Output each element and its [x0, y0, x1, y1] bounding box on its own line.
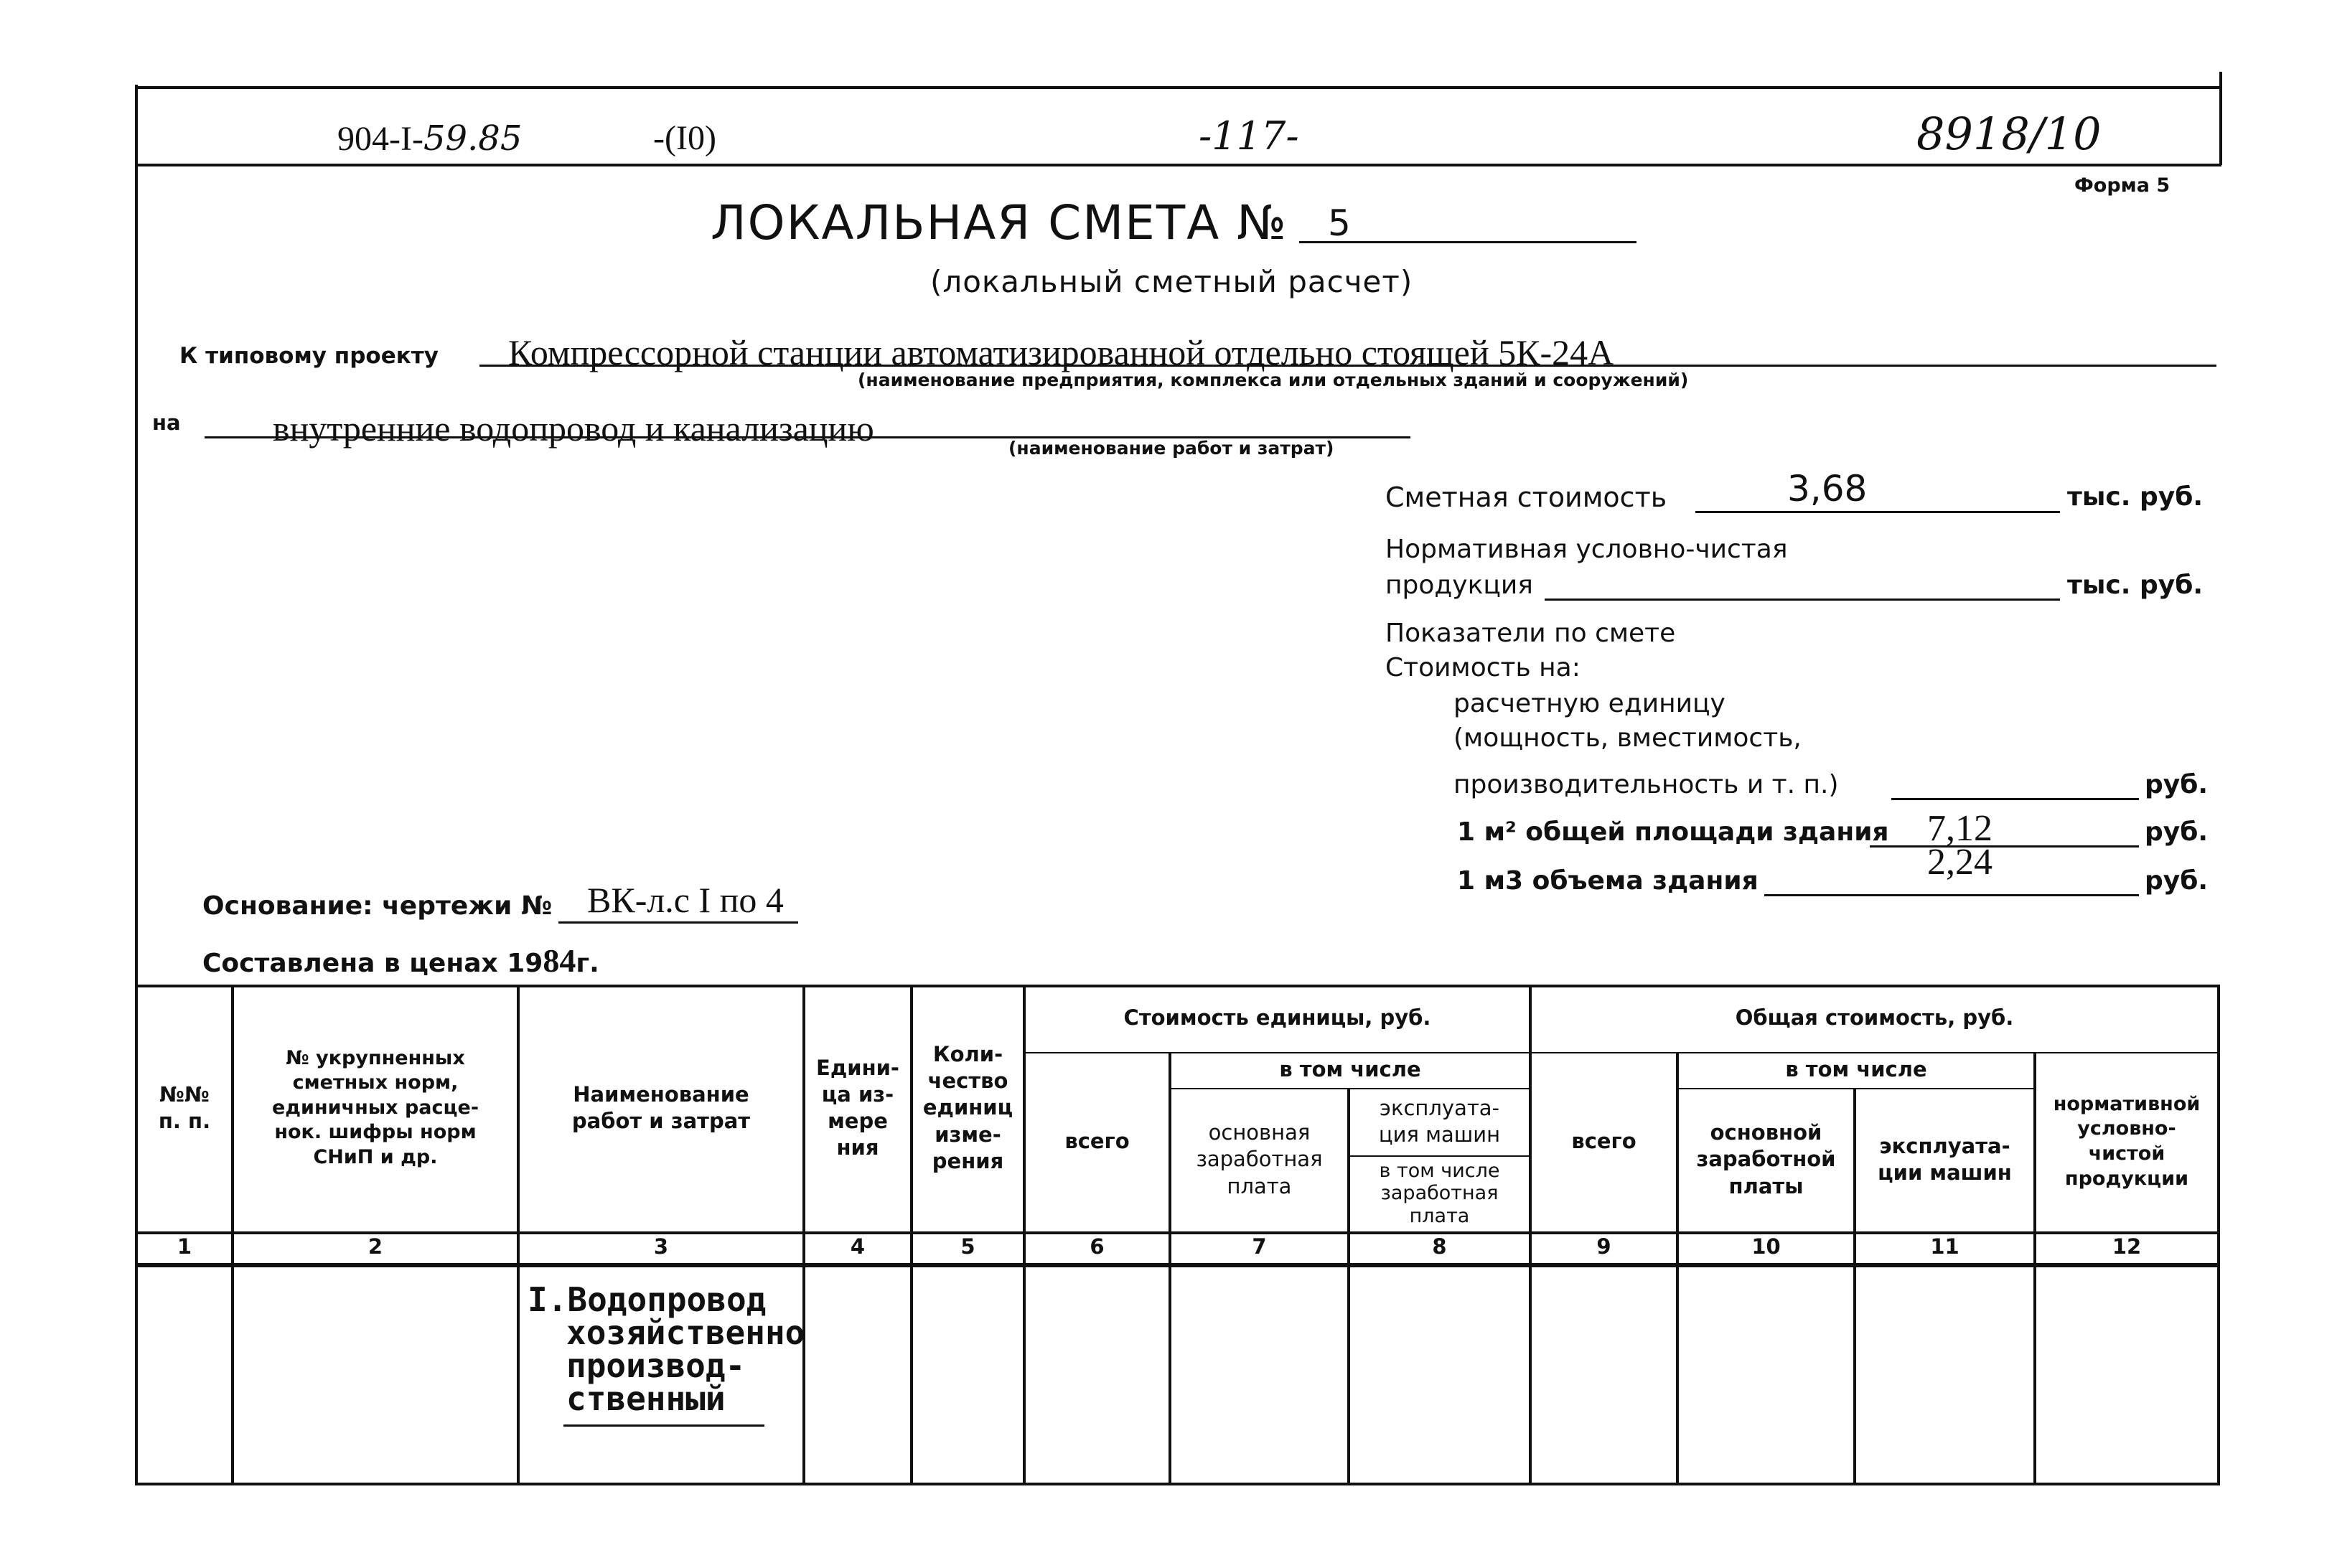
document-title: ЛОКАЛЬНАЯ СМЕТА №: [711, 195, 1288, 250]
header-unit-incl: в том числе: [1279, 1057, 1421, 1082]
header-unit-wage: основная заработная плата: [1196, 1120, 1323, 1198]
column-number: 6: [1090, 1234, 1105, 1259]
area-underline: [1870, 845, 2139, 848]
row-name-underline: [563, 1424, 764, 1427]
area-rub: руб.: [2145, 817, 2209, 847]
calc-unit-label-2: (мощность, вместимость,: [1453, 723, 1802, 753]
basis-label: Основание: чертежи №: [202, 891, 553, 921]
header-unit-cost-group: Стоимость единицы, руб.: [1123, 1005, 1431, 1031]
header-unit-total: всего: [1064, 1129, 1130, 1154]
estimate-number-underline: [1299, 241, 1636, 243]
calc-unit-underline: [1891, 798, 2139, 800]
calc-unit-label-3: производительность и т. п.): [1453, 770, 1839, 799]
column-number: 7: [1252, 1234, 1267, 1259]
cost-value: 3,68: [1787, 468, 1868, 510]
header-total-group: Общая стоимость, руб.: [1735, 1005, 2014, 1031]
column-number: 11: [1930, 1234, 1959, 1259]
row-name-line-2: хозяйственно: [566, 1313, 805, 1352]
column-number: 8: [1432, 1234, 1447, 1259]
volume-label: 1 м3 объема здания: [1457, 866, 1759, 896]
document-code-handwritten: 59.85: [423, 118, 523, 159]
project-underline: [479, 365, 2216, 367]
nucp-label-1: Нормативная условно-чистая: [1385, 535, 1788, 564]
column-number: 10: [1751, 1234, 1781, 1259]
nucp-underline: [1545, 598, 2060, 601]
column-number-line: [135, 1263, 2220, 1267]
cost-label: Сметная стоимость: [1385, 482, 1667, 513]
works-caption: (наименование работ и затрат): [1008, 438, 1334, 459]
page-number: -117-: [1199, 113, 1299, 159]
column-number: 1: [177, 1234, 192, 1259]
header-unit: Едини- ца из- мере ния: [816, 1055, 899, 1160]
header-total-machine: эксплуата- ции машин: [1878, 1133, 2012, 1185]
header-total-incl: в том числе: [1785, 1057, 1927, 1082]
nucp-unit: тыс. руб.: [2067, 571, 2204, 600]
cost-unit: тыс. руб.: [2067, 482, 2204, 512]
header-norms: № укрупненных сметных норм, единичных расце- нок. шифры норм СНиП и др.: [271, 1046, 479, 1168]
calc-unit-rub: руб.: [2145, 770, 2209, 799]
basis-underline: [558, 921, 798, 924]
top-border: [136, 86, 2221, 89]
calc-unit-label-1: расчетную единицу: [1453, 689, 1725, 718]
nucp-label-2: продукция: [1385, 571, 1533, 600]
volume-number: -(I0): [653, 119, 716, 157]
column-number: 4: [850, 1234, 866, 1259]
row-name-line-3: производ-: [566, 1346, 746, 1385]
basis-value: ВК-л.с I по 4: [587, 880, 784, 920]
works-value: внутренние водопровод и канализацию: [273, 408, 874, 449]
project-label: К типовому проекту: [179, 343, 439, 369]
header-divider: [136, 164, 2221, 166]
volume-value: 2,24: [1927, 842, 1992, 883]
volume-underline: [1764, 894, 2139, 896]
area-label: 1 м² общей площади здания: [1457, 817, 1889, 847]
document-subtitle: (локальный сметный расчет): [930, 264, 1413, 299]
archive-number: 8918/10: [1916, 108, 2102, 160]
column-number: 9: [1596, 1234, 1611, 1259]
indicators-label: Показатели по смете: [1385, 619, 1676, 648]
header-total-all: всего: [1571, 1129, 1636, 1154]
form-label: Форма 5: [2074, 174, 2171, 197]
prices-label-suffix: г.: [576, 949, 599, 978]
column-number: 5: [960, 1234, 975, 1259]
table-row: [528, 1280, 805, 1418]
prices-label-prefix: Составлена в ценах 19: [202, 949, 543, 978]
works-label: на: [152, 410, 181, 435]
column-number: 2: [367, 1234, 383, 1259]
area-value: 7,12: [1927, 808, 1992, 849]
row-name-line-4: ственный: [566, 1379, 726, 1418]
header-qty: Коли- чество единиц изме- рения: [922, 1042, 1013, 1173]
volume-rub: руб.: [2145, 866, 2209, 896]
right-border-top: [2219, 72, 2222, 165]
document-code: [337, 118, 522, 159]
project-caption: (наименование предприятия, комплекса или отдельных зданий и сооружений): [858, 370, 1689, 390]
row-name-line-1: I.Водопровод: [528, 1280, 767, 1319]
project-value: Компрессорной станции автоматизированной отдельно стоящей 5К-24А: [508, 332, 1614, 372]
header-total-wage: основной заработной платы: [1696, 1120, 1836, 1198]
document-code-printed: 904-I-: [337, 120, 423, 158]
header-name: Наименование работ и затрат: [571, 1081, 751, 1133]
column-number: 12: [2112, 1234, 2142, 1259]
header-unit-machine: эксплуата- ция машин: [1378, 1095, 1501, 1147]
column-number: 3: [653, 1234, 669, 1259]
estimate-number: 5: [1328, 202, 1351, 244]
cost-per-label: Стоимость на:: [1385, 653, 1581, 682]
prices-year: 84: [543, 942, 576, 979]
prices-label: [202, 942, 599, 980]
header-unit-machine-wage: в том числе заработная плата: [1379, 1160, 1500, 1227]
header-total-nucp: нормативной условно- чистой продукции: [2053, 1092, 2201, 1190]
table-right-border: [2217, 985, 2220, 1485]
header-num: №№ п. п.: [158, 1081, 211, 1133]
cost-underline: [1695, 511, 2060, 513]
